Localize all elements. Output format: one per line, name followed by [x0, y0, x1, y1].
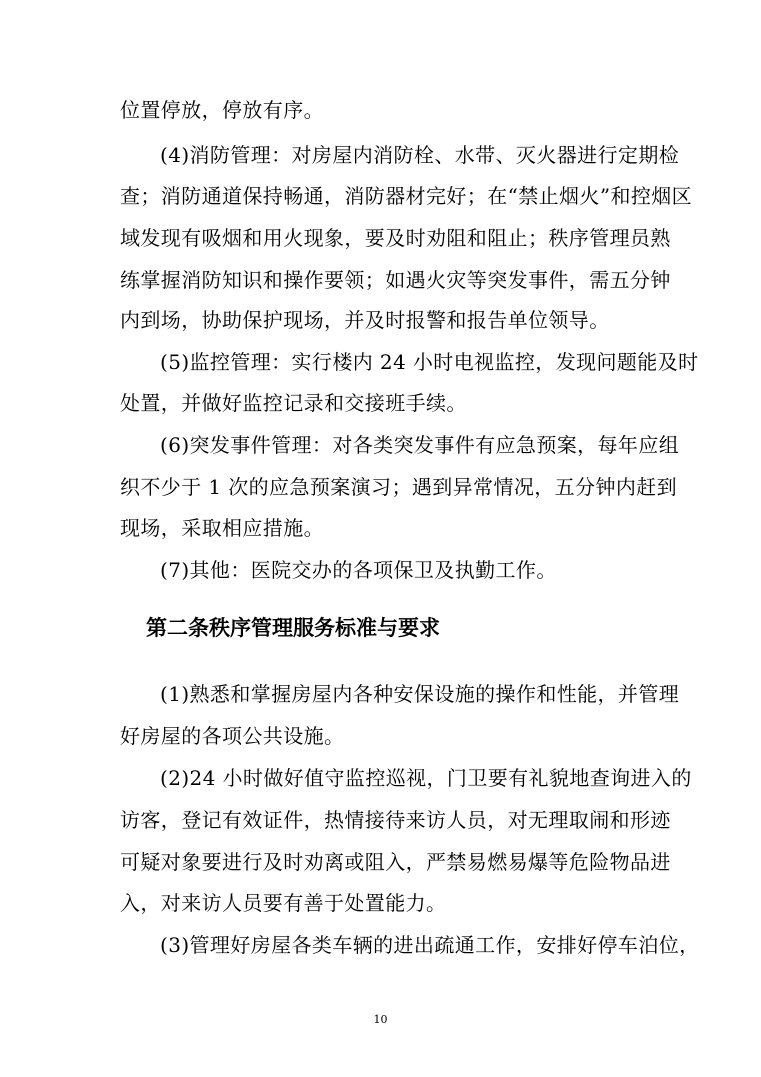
text-line: 现场，采取相应措施。	[120, 516, 324, 540]
text-line: 域发现有吸烟和用火现象，要及时劝阻和阻止；秩序管理员熟	[120, 226, 671, 250]
text-line: 好房屋的各项公共设施。	[120, 724, 345, 748]
section-heading: 第二条秩序管理服务标准与要求	[146, 615, 440, 640]
text-line: (3)管理好房屋各类车辆的进出疏通工作，安排好停车泊位，	[160, 933, 700, 957]
text-line: 位置停放，停放有序。	[120, 98, 324, 122]
text-line: (6)突发事件管理：对各类突发事件有应急预案，每年应组	[160, 433, 680, 457]
text-line: 练掌握消防知识和操作要领；如遇火灾等突发事件，需五分钟	[120, 268, 671, 292]
text-line: 可疑对象要进行及时劝离或阻入，严禁易燃易爆等危险物品进	[120, 850, 671, 874]
page-number: 10	[373, 1013, 388, 1026]
text-line: (7)其他：医院交办的各项保卫及执勤工作。	[160, 558, 557, 582]
text-line: (1)熟悉和掌握房屋内各种安保设施的操作和性能，并管理	[160, 682, 680, 706]
text-line: 查；消防通道保持畅通，消防器材完好；在“禁止烟火”和控烟区	[120, 184, 693, 208]
text-line: 访客，登记有效证件，热情接待来访人员，对无理取闹和形迹	[120, 808, 671, 832]
text-line: 织不少于 1 次的应急预案演习；遇到异常情况，五分钟内赶到	[120, 475, 678, 499]
text-line: (5)监控管理：实行楼内 24 小时电视监控，发现问题能及时	[160, 350, 699, 374]
text-line: (2)24 小时做好值守监控巡视，门卫要有礼貌地查询进入的	[160, 766, 692, 790]
text-line: (4)消防管理：对房屋内消防栓、水带、灭火器进行定期检	[160, 143, 680, 167]
text-line: 处置，并做好监控记录和交接班手续。	[120, 391, 467, 415]
text-line: 内到场，协助保护现场，并及时报警和报告单位领导。	[120, 308, 610, 332]
text-line: 入，对来访人员要有善于处置能力。	[120, 891, 447, 915]
